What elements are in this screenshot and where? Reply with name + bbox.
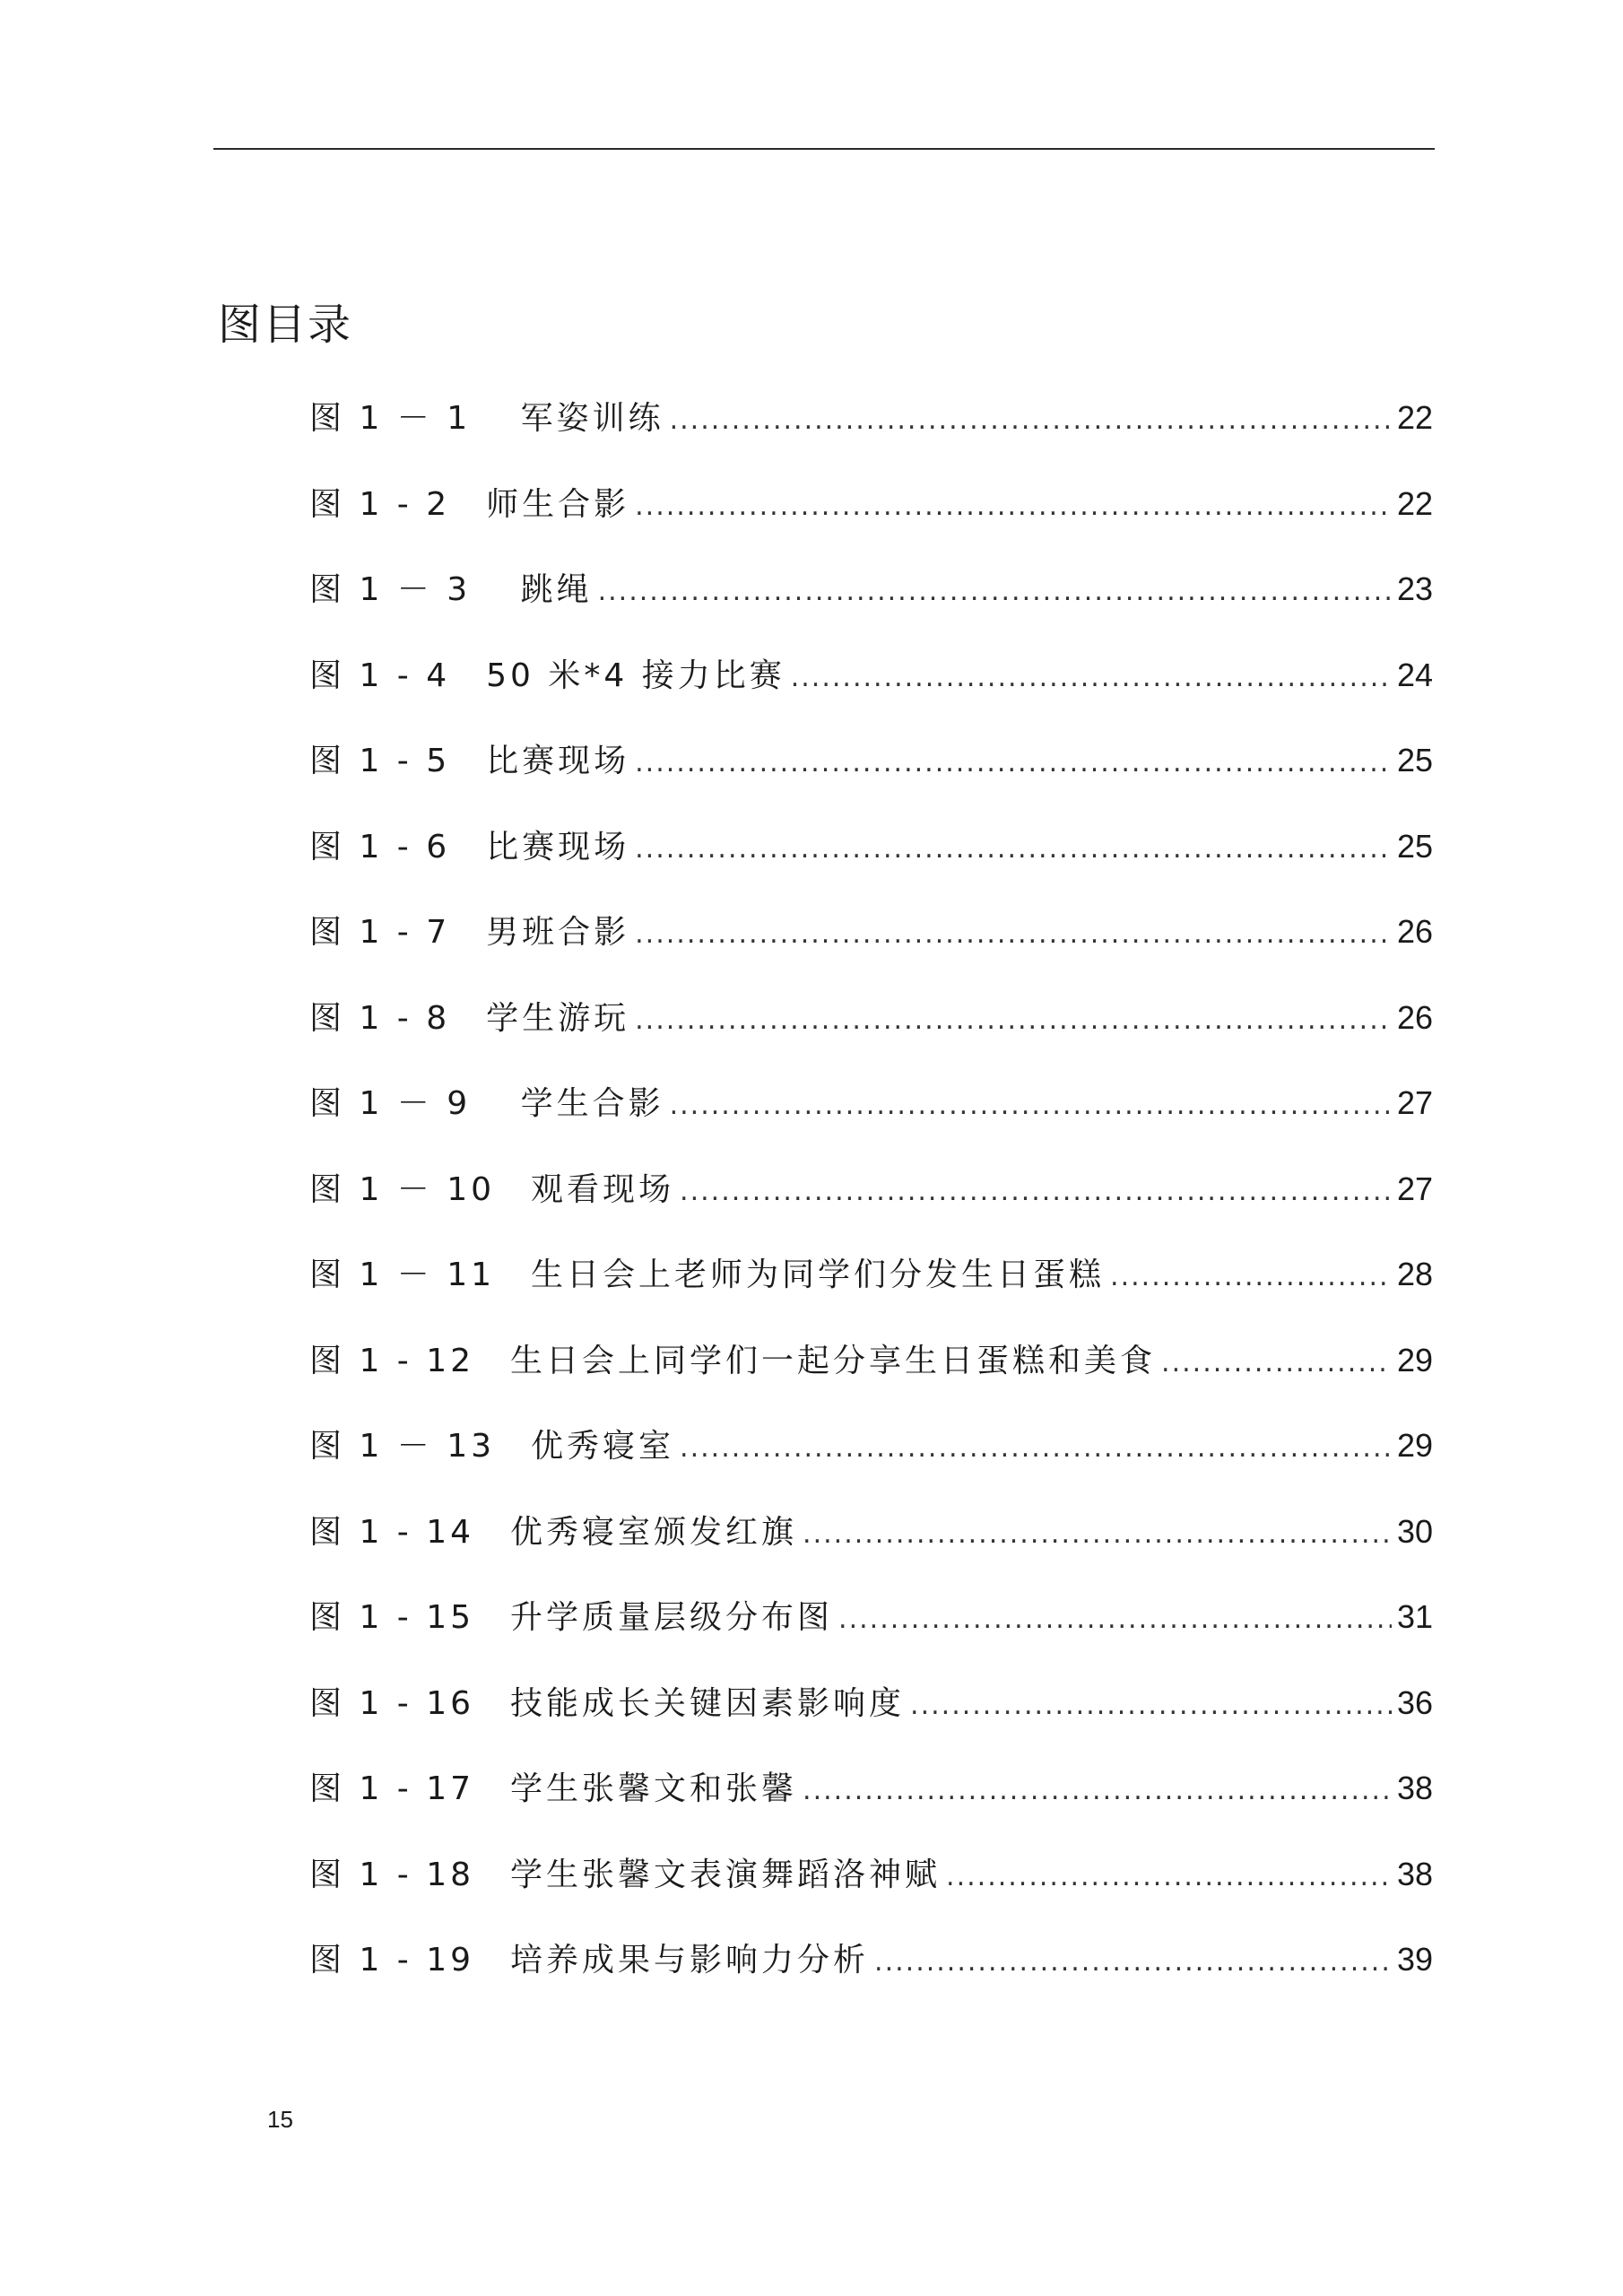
toc-dot-leader	[1161, 1336, 1392, 1390]
toc-dot-leader	[803, 1508, 1392, 1561]
toc-entry-label: 图 1 － 13 优秀寝室	[309, 1428, 675, 1465]
toc-dot-leader	[670, 1079, 1392, 1133]
toc-entry-page: 25	[1396, 827, 1433, 865]
toc-entry-label: 图 1 － 1 军姿训练	[309, 400, 664, 437]
toc-entry-label: 图 1 - 16 技能成长关键因素影响度	[309, 1684, 906, 1722]
page-number: 15	[267, 2106, 293, 2133]
toc-entry-label: 图 1 - 5 比赛现场	[309, 743, 630, 779]
toc-entry-page: 29	[1396, 1427, 1433, 1464]
toc-entry[interactable]	[309, 1848, 1433, 1934]
toc-entry-page: 26	[1396, 913, 1433, 950]
toc-entry-page: 38	[1396, 1855, 1433, 1892]
toc-dot-leader	[838, 1593, 1392, 1647]
toc-entry-page: 27	[1396, 1170, 1433, 1207]
toc-entry-page: 27	[1396, 1084, 1433, 1121]
toc-entry-label: 图 1 － 9 学生合影	[309, 1085, 664, 1122]
toc-entry-page: 31	[1396, 1598, 1433, 1635]
toc-entry-page: 28	[1396, 1256, 1433, 1292]
toc-entry-label: 图 1 - 4 50 米*4 接力比赛	[309, 657, 785, 694]
toc-entry-label: 图 1 - 7 男班合影	[309, 914, 630, 951]
toc-dot-leader	[635, 908, 1392, 961]
page-title: 图目录	[218, 300, 353, 350]
toc-entry-page: 26	[1396, 998, 1433, 1036]
toc-dot-leader	[910, 1679, 1392, 1733]
toc-entry-label: 图 1 － 3 跳绳	[309, 571, 593, 608]
toc-entry[interactable]	[309, 1676, 1433, 1762]
toc-dot-leader	[635, 736, 1392, 790]
toc-entry-page: 39	[1396, 1941, 1433, 1978]
toc-entry[interactable]	[309, 477, 1433, 563]
toc-entry[interactable]	[309, 562, 1433, 648]
toc-entry[interactable]	[309, 648, 1433, 735]
toc-dot-leader	[803, 1764, 1392, 1818]
toc-entry[interactable]	[309, 1248, 1433, 1334]
toc-entry-label: 图 1 - 8 学生游玩	[309, 999, 630, 1037]
toc-entry-page: 23	[1396, 570, 1433, 607]
toc-dot-leader	[635, 822, 1392, 876]
toc-entry-page: 25	[1396, 742, 1433, 778]
toc-entry-page: 22	[1396, 484, 1433, 522]
toc-entry-label: 图 1 - 15 升学质量层级分布图	[309, 1599, 834, 1636]
toc-entry-page: 30	[1396, 1512, 1433, 1550]
toc-entry[interactable]	[309, 1334, 1433, 1420]
toc-entry-label: 图 1 - 14 优秀寝室颁发红旗	[309, 1513, 798, 1551]
toc-dot-leader	[635, 994, 1392, 1048]
header-rule	[213, 148, 1435, 150]
toc-dot-leader	[874, 1935, 1392, 1989]
toc-entry[interactable]	[309, 1505, 1433, 1591]
toc-entry[interactable]	[309, 1761, 1433, 1848]
toc-entry-page: 24	[1396, 656, 1433, 693]
toc-entry[interactable]	[309, 1162, 1433, 1248]
toc-entry-label: 图 1 - 2 师生合影	[309, 485, 630, 523]
toc-dot-leader	[946, 1850, 1392, 1904]
toc-entry-label: 图 1 - 17 学生张馨文和张馨	[309, 1770, 798, 1807]
toc-entry-label: 图 1 - 19 培养成果与影响力分析	[309, 1942, 870, 1979]
toc-entry[interactable]	[309, 991, 1433, 1077]
toc-dot-leader	[598, 565, 1392, 619]
toc-entry[interactable]	[309, 1076, 1433, 1162]
toc-entry-label: 图 1 - 18 学生张馨文表演舞蹈洛神赋	[309, 1856, 942, 1893]
toc-entry-label: 图 1 － 10 观看现场	[309, 1170, 675, 1208]
toc-dot-leader	[791, 651, 1392, 705]
toc-entry[interactable]	[309, 820, 1433, 906]
toc-entry[interactable]	[309, 391, 1433, 477]
toc-entry-page: 36	[1396, 1683, 1433, 1721]
figure-toc-list	[309, 391, 1433, 2019]
toc-entry[interactable]	[309, 1590, 1433, 1676]
toc-dot-leader	[670, 394, 1392, 448]
toc-entry-label: 图 1 － 11 生日会上老师为同学们分发生日蛋糕	[309, 1257, 1106, 1293]
toc-entry-page: 38	[1396, 1770, 1433, 1806]
toc-entry-page: 29	[1396, 1341, 1433, 1378]
toc-entry[interactable]	[309, 905, 1433, 991]
toc-dot-leader	[635, 480, 1392, 534]
toc-dot-leader	[1110, 1250, 1392, 1304]
toc-entry[interactable]	[309, 1419, 1433, 1505]
toc-entry[interactable]	[309, 734, 1433, 820]
toc-entry-label: 图 1 - 12 生日会上同学们一起分享生日蛋糕和美食	[309, 1342, 1157, 1379]
toc-entry[interactable]	[309, 1933, 1433, 2019]
toc-entry-label: 图 1 - 6 比赛现场	[309, 828, 630, 865]
toc-dot-leader	[680, 1422, 1392, 1475]
toc-entry-page: 22	[1396, 399, 1433, 436]
toc-dot-leader	[680, 1165, 1392, 1219]
